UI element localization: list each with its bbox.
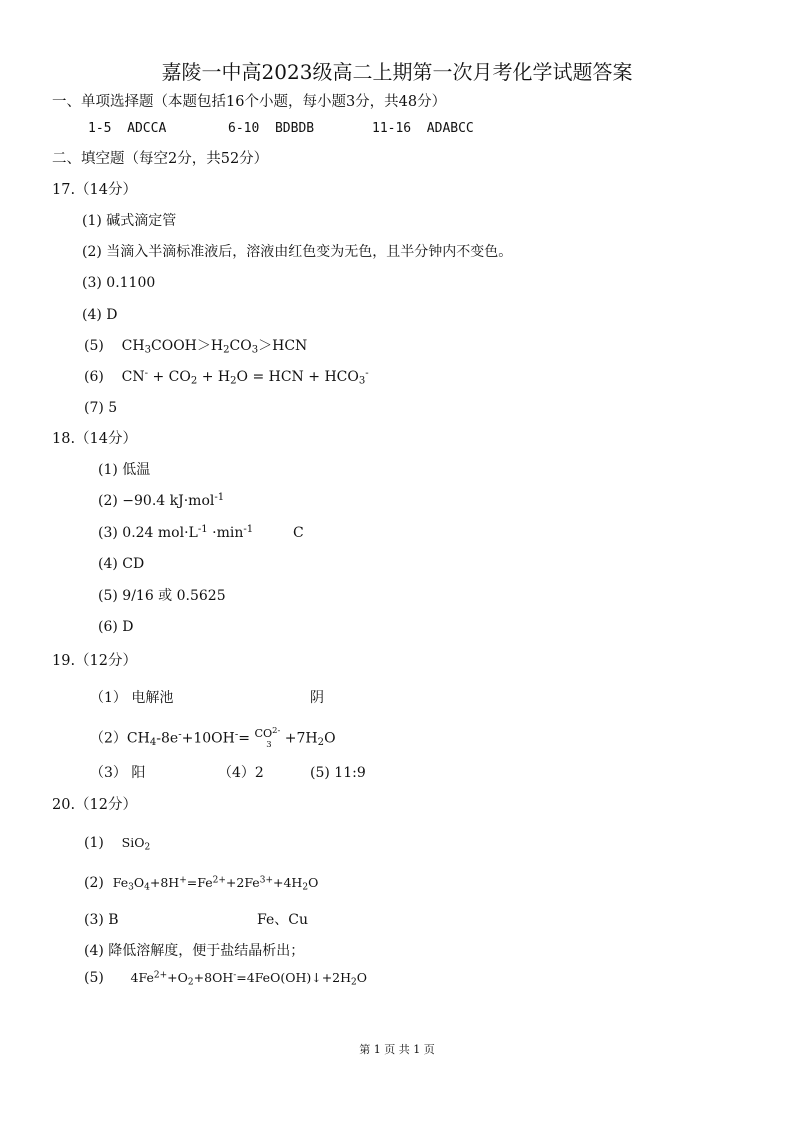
q18-answer-5: (5) 9/16 或 0.5625 xyxy=(98,588,226,604)
q20-answer-2: (2) $Fe_3O_4+8H^+=Fe^{2+}+2Fe^{3+}+4H_2O$ xyxy=(84,875,319,893)
q17-answer-6: (6) $CN^- + CO_2 + H_2O$ = HCN + $HCO_3^-$ xyxy=(84,367,369,387)
q17-answer-2: (2) 当滴入半滴标准液后，溶液由红色变为无色，且半分钟内不变色。 xyxy=(82,244,513,260)
answer-group-1 xyxy=(88,122,166,135)
item-number: (5) xyxy=(84,970,104,986)
answer-value: (3) 0.24 mol·L xyxy=(98,525,198,541)
answer-letters: ADABCC xyxy=(426,121,474,136)
q19-label: 19.（12分） xyxy=(52,653,138,669)
q20-answer-5: (5) $4Fe^{2+}+O_2+8OH^-=4FeO(OH)↓+2H_2O$ xyxy=(84,970,368,988)
q18-answer-6: (6) D xyxy=(98,619,134,635)
item-number: （2） xyxy=(90,730,127,747)
section1-heading: 一、单项选择题（本题包括16个小题，每小题3分，共48分） xyxy=(52,94,447,110)
q18-answer-4: (4) CD xyxy=(98,556,145,572)
q19-answer-5: (5) 11:9 xyxy=(310,765,366,781)
answer-group-3 xyxy=(372,122,474,135)
unit-exponent: -1 xyxy=(197,523,208,535)
carbonate-ion: $CO^{2-}$ 3 xyxy=(254,724,281,749)
q17-answer-3: (3) 0.1100 xyxy=(82,275,156,291)
q18-answer-3 xyxy=(98,523,254,541)
q17-answer-5: (5) $CH_3COOH>H_2CO_3>HCN$ xyxy=(84,338,308,356)
answer-group-2 xyxy=(228,122,314,135)
q17-answer-7: (7) 5 xyxy=(84,400,118,416)
q19-answer-4: （4）2 xyxy=(218,765,264,781)
answer-range: 1-5 xyxy=(88,121,112,136)
item-number: (5) xyxy=(84,338,104,354)
q18-answer-1: (1) 低温 xyxy=(98,462,151,478)
q20-answer-1: (1) SiO$_2$ xyxy=(84,835,151,853)
answer-range: 6-10 xyxy=(228,121,260,136)
answer-letters: ADCCA xyxy=(127,121,167,136)
q18-answer-3b: C xyxy=(293,525,304,541)
item-number: (6) xyxy=(84,369,104,385)
q20-label: 20.（12分） xyxy=(52,797,138,813)
answer-range: 11-16 xyxy=(372,121,412,136)
q19-answer-1: （1） 电解池 xyxy=(90,690,174,706)
q17-answer-1: (1) 碱式滴定管 xyxy=(82,213,177,229)
page-footer: 第 1 页 共 1 页 xyxy=(359,1043,435,1056)
q18-label: 18.（14分） xyxy=(52,431,138,447)
unit-exponent: -1 xyxy=(243,523,254,535)
item-number: (2) xyxy=(84,875,104,891)
item-number: (1) xyxy=(84,835,104,851)
answer-letters: BDBDB xyxy=(274,121,315,136)
answer-value: (2) −90.4 kJ·mol xyxy=(98,493,215,509)
q17-answer-4: (4) D xyxy=(82,307,118,323)
q20-answer-3: (3) B xyxy=(84,912,119,928)
q19-answer-2: $(2)CH_4-8e^-+10OH^-= CO^{2-}$ $3 +7H_2O$ xyxy=(90,724,336,749)
q20-answer-3b: Fe、Cu xyxy=(257,912,308,928)
q19-answer-3: （3） 阳 xyxy=(90,765,146,781)
unit-part: ·min xyxy=(207,525,244,541)
page-title: 嘉陵一中高2023级高二上期第一次月考化学试题答案 xyxy=(161,60,633,84)
section2-heading: 二、填空题（每空2分，共52分） xyxy=(52,151,269,167)
unit-exponent: -1 xyxy=(214,491,225,503)
q20-answer-4: (4) 降低溶解度，便于盐结晶析出； xyxy=(84,943,305,959)
q18-answer-2 xyxy=(98,491,225,509)
q17-label: 17.（14分） xyxy=(52,182,138,198)
q19-answer-1b: 阴 xyxy=(310,690,324,706)
